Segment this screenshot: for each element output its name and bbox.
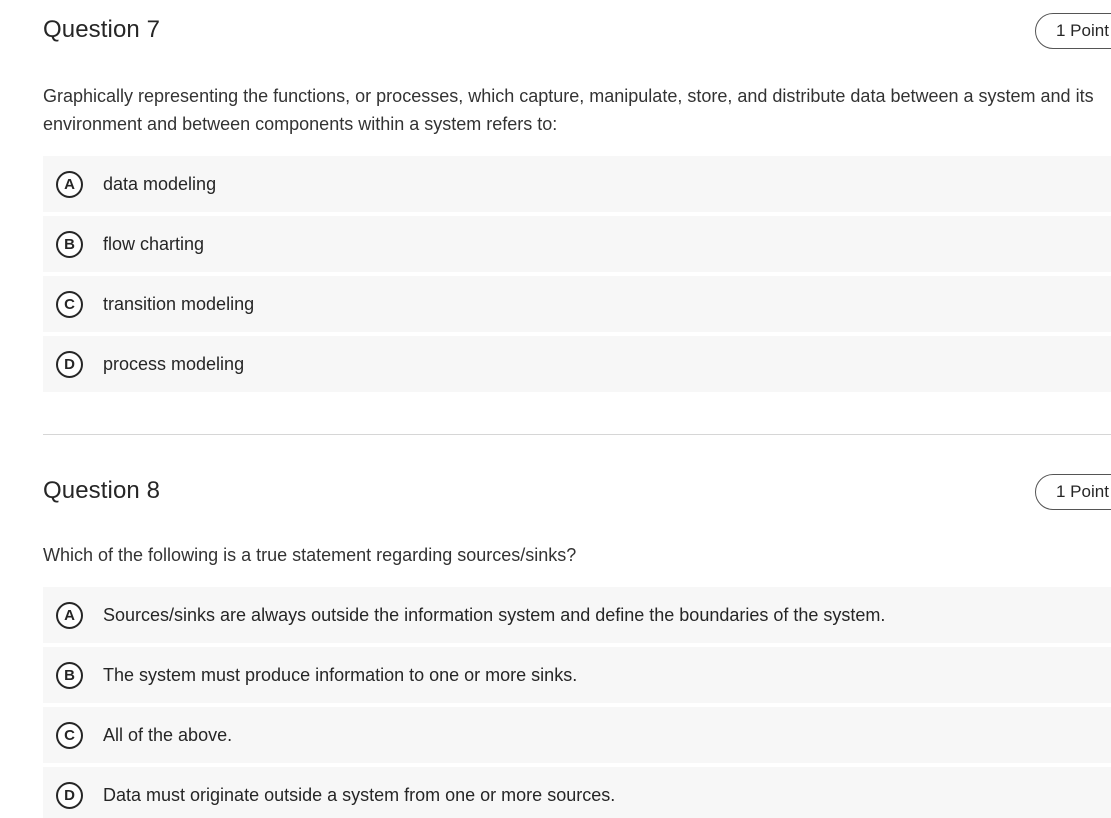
option-label: data modeling [103, 174, 217, 194]
option-d[interactable] [43, 336, 1111, 392]
question-text: Which of the following is a true statement regarding sources/sinks? [43, 545, 577, 565]
question-text: Graphically representing the functions, or processes, which capture, manipulate, store, and distribute data between a system and its environment and between components within a system refers to: [43, 86, 1094, 134]
option-c[interactable] [43, 707, 1111, 763]
option-letter-badge: D [56, 351, 83, 378]
option-label: flow charting [103, 234, 205, 254]
question-header [43, 0, 1111, 62]
question-8 [43, 461, 1111, 818]
question-title: Question 8 [43, 477, 161, 504]
option-letter-badge: C [56, 291, 83, 318]
option-label: The system must produce information to one or more sinks. [103, 665, 578, 685]
question-title: Question 7 [43, 16, 161, 43]
answer-options [43, 587, 1111, 818]
option-label: transition modeling [103, 294, 255, 314]
points-badge: 1 Point [1035, 474, 1111, 510]
points-badge: 1 Point [1035, 13, 1111, 49]
option-a[interactable] [43, 587, 1111, 643]
option-letter-badge: B [56, 231, 83, 258]
question-header [43, 461, 1111, 523]
option-letter-badge: A [56, 602, 83, 629]
option-b[interactable] [43, 216, 1111, 272]
option-label: Sources/sinks are always outside the information system and define the boundaries of the system. [103, 605, 886, 625]
option-letter-badge: C [56, 722, 83, 749]
question-7 [43, 0, 1111, 396]
option-letter-badge: A [56, 171, 83, 198]
option-letter-badge: D [56, 782, 83, 809]
option-label: Data must originate outside a system from one or more sources. [103, 785, 616, 805]
option-letter-badge: B [56, 662, 83, 689]
question-divider [43, 434, 1111, 435]
option-d[interactable] [43, 767, 1111, 818]
option-label: process modeling [103, 354, 245, 374]
option-a[interactable] [43, 156, 1111, 212]
option-c[interactable] [43, 276, 1111, 332]
option-b[interactable] [43, 647, 1111, 703]
option-label: All of the above. [103, 725, 233, 745]
answer-options [43, 156, 1111, 392]
